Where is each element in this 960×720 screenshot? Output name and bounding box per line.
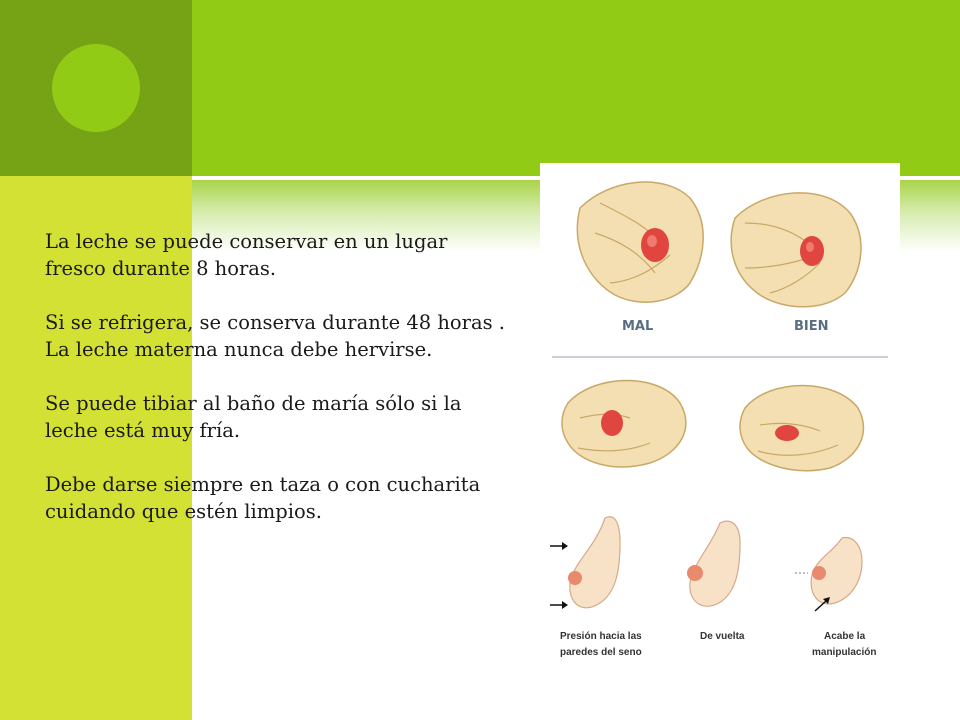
caption-line: Presión hacia las	[560, 631, 642, 642]
caption-line: Acabe la	[824, 631, 866, 642]
paragraph-storage	[45, 228, 515, 282]
hand-grip-good-image	[731, 193, 861, 307]
label-bad: MAL	[622, 319, 654, 334]
paragraph-refrigeration	[45, 309, 515, 363]
text-line: Debe darse siempre en taza o con cucharita	[45, 473, 481, 496]
step-roll-image	[687, 521, 740, 606]
text-line: Se puede tibiar al baño de maría sólo si la	[45, 392, 462, 415]
hand-grip-bad-image	[577, 182, 703, 302]
slide-body-text	[45, 228, 515, 552]
paragraph-feeding	[45, 471, 515, 525]
paragraph-warming	[45, 390, 515, 444]
text-line: fresco durante 8 horas.	[45, 257, 277, 280]
text-line: La leche materna nunca debe hervirse.	[45, 338, 433, 361]
hand-position-right-image	[740, 386, 864, 471]
caption-line: manipulación	[812, 647, 877, 658]
caption-press	[560, 631, 645, 658]
hand-position-left-image	[562, 381, 686, 467]
arrow-right-icon	[550, 601, 568, 609]
breast-expression-illustration	[540, 163, 900, 720]
step-finish-image	[795, 538, 862, 604]
top-green-band	[192, 0, 960, 176]
text-line: La leche se puede conservar en un lugar	[45, 230, 448, 253]
text-line: cuidando que estén limpios.	[45, 500, 322, 523]
label-good: BIEN	[794, 319, 829, 334]
illustration-svg	[540, 163, 900, 720]
arrow-right-icon	[550, 542, 568, 550]
text-line: leche está muy fría.	[45, 419, 241, 442]
caption-roll	[700, 631, 745, 642]
caption-line: De vuelta	[700, 631, 745, 642]
text-line: Si se refrigera, se conserva durante 48 horas .	[45, 311, 506, 334]
step-press-image	[568, 517, 620, 608]
caption-finish	[812, 631, 876, 658]
caption-line: paredes del seno	[560, 647, 642, 658]
decorative-circle-icon	[52, 44, 140, 132]
